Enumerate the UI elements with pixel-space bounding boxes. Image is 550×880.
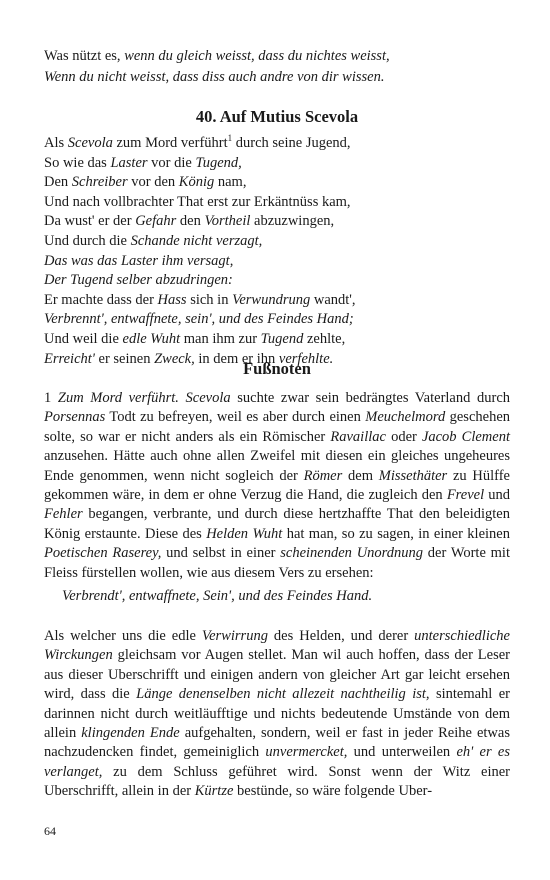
text: Und nach vollbrachter That erst zur Erkäntnüss kam,	[44, 193, 351, 210]
italic-text: Tugend,	[195, 154, 242, 171]
text: sintemahl er darinnen nicht durch weitläufftige und nichts bedeutende Umstände von dem allein	[44, 686, 510, 742]
text: wandt',	[310, 291, 356, 308]
text: und selbst in einer	[161, 545, 281, 562]
text: anzusehen. Hätte auch ohne allen Zweifel mit diesen ein gleiches ungeheures Ende genommen, wenn nicht sogleich der	[44, 448, 510, 484]
poem-line	[44, 134, 514, 154]
italic-text: König	[178, 174, 215, 191]
text: zehlte,	[303, 330, 346, 347]
italic-text: Porsennas	[44, 409, 106, 426]
text: abzuzwingen,	[250, 213, 335, 230]
text: in dem er ihn	[194, 350, 279, 367]
text: den	[176, 213, 205, 230]
text: So wie das	[44, 154, 111, 171]
poem-line	[44, 173, 514, 193]
italic-text: Laster	[110, 154, 148, 171]
italic-text: Tugend	[260, 330, 304, 347]
text: dem	[342, 467, 379, 484]
text: oder	[385, 428, 422, 445]
italic-text: Verwirrung	[201, 628, 268, 644]
text: aufgehalten, sondern, weil er fast in jeder Reihe etwas nachzudencken findet, gemeiniglich	[44, 725, 510, 761]
italic-text: Gefahr	[135, 213, 177, 230]
text: des Helden, und derer	[267, 628, 415, 644]
italic-text: Vortheil	[204, 213, 251, 230]
text: zum Mord verführt	[112, 135, 228, 151]
intro-couplet	[44, 46, 514, 88]
text: zu dem Schluss geführet wird. Sonst wenn der Witz einer Uberschrifft, allein in der	[44, 763, 510, 800]
text: begangen, verbrante, und durch diese hertzhaffte That den beleidigten König erstaunte. Diese des	[44, 506, 510, 542]
quoted-verse: Verbrendt', entwaffnete, Sein', und des Feindes Hand.	[62, 588, 373, 604]
footnote-paragraph	[44, 627, 510, 802]
poem-line	[44, 193, 514, 213]
italic-text: Verwundrung	[232, 291, 311, 308]
italic-text: Erreicht'	[44, 350, 95, 367]
italic-text: Hass	[157, 291, 187, 308]
text: Und durch die	[44, 232, 131, 249]
footnote-ref[interactable]: 1	[227, 133, 233, 144]
italic-text: Schande nicht verzagt,	[130, 232, 263, 249]
italic-text: scheinenden Unordnung	[280, 545, 424, 562]
text: sich in	[186, 291, 233, 308]
italic-text: Zweck,	[154, 350, 195, 367]
italic-text: Kürtze	[194, 783, 234, 800]
text: Da wust' er der	[44, 213, 136, 230]
text: Den	[44, 174, 72, 191]
italic-text: klingenden Ende	[81, 725, 180, 742]
italic-text: Frevel	[446, 487, 485, 504]
italic-text: Römer	[303, 467, 343, 484]
italic-text: Schreiber	[71, 174, 128, 191]
italic-text: unterschiedliche Wirckungen	[44, 628, 510, 664]
text: und unterweilen	[347, 744, 457, 761]
text: der Worte mit Fleiss fürstellen wollen, wie aus diesem Vers zu ersehen:	[44, 545, 510, 581]
italic-text: Scevola	[67, 135, 113, 151]
poem-line	[44, 232, 514, 252]
poem-line	[44, 212, 514, 232]
italic-text: Missethäter	[378, 467, 448, 484]
text: Als	[44, 135, 68, 151]
italic-text: Ravaillac	[330, 428, 386, 445]
poem	[44, 134, 514, 369]
italic-text: Wenn du nicht weisst, dass diss auch andre von dir wissen.	[44, 69, 385, 85]
italic-text: Zum Mord verführt. Scevola	[57, 390, 231, 406]
italic-text: unvermercket,	[265, 744, 348, 761]
text: suchte zwar sein bedrängtes Vaterland durch	[230, 390, 510, 406]
poem-line	[44, 310, 514, 330]
italic-text: edle Wuht	[122, 330, 181, 347]
poem-line	[44, 271, 514, 291]
italic-text: Fehler	[44, 506, 83, 523]
italic-text: Jacob Clement	[421, 428, 510, 445]
poem-line	[44, 330, 514, 350]
text: vor den	[127, 174, 179, 191]
text: bestünde, so wäre folgende Uber-	[233, 783, 433, 800]
footnote-1	[44, 389, 510, 583]
poem-line	[44, 154, 514, 174]
text: er seinen	[94, 350, 155, 367]
poem-title: 40. Auf Mutius Scevola	[195, 107, 359, 126]
italic-text: Helden Wuht	[206, 525, 283, 542]
intro-line	[44, 67, 514, 88]
italic-text: verfehlte.	[278, 350, 334, 367]
text: durch seine Jugend,	[232, 135, 351, 151]
intro-line	[44, 46, 514, 67]
text: Was nützt es,	[44, 48, 125, 64]
text: man ihm zur	[180, 330, 261, 347]
italic-text: Meuchelmord	[365, 409, 446, 426]
italic-text: wenn du gleich weisst, dass du nichtes weisst,	[124, 48, 390, 64]
text: nam,	[214, 174, 247, 191]
italic-text: Das was das Laster ihm versagt,	[44, 252, 234, 269]
text: Er machte dass der	[44, 291, 158, 308]
text: Und weil die	[44, 330, 123, 347]
italic-text: eh' er es verlanget,	[44, 744, 510, 780]
text: hat man, so zu sagen, in einer kleinen	[282, 525, 510, 542]
text: gleichsam vor Augen stellet. Man wil auch hoffen, dass der Leser aus dieser Uberschrifft und einigen andern von gleicher Art gar leicht ersehen wird, dass die	[44, 647, 510, 703]
italic-text: Poetischen Raserey,	[44, 545, 162, 562]
text: Todt zu befreyen, weil es aber durch einen	[105, 409, 366, 426]
footnotes-heading: Fußnoten	[243, 359, 311, 378]
poem-line	[44, 291, 514, 311]
footnote-paragraph	[44, 389, 510, 583]
italic-text: Länge denenselben nicht allezeit nachtheilig ist,	[136, 686, 430, 703]
footnote-continuation	[44, 627, 510, 802]
italic-text: Der Tugend selber abzudringen:	[44, 272, 233, 289]
poem-line	[44, 252, 514, 272]
text: 1	[44, 390, 58, 406]
text: geschehen solte, so war er nicht anders als ein Römischer	[44, 409, 511, 445]
text: vor die	[147, 154, 196, 171]
text: zu Hülffe gekommen wäre, in dem er ohne Verzug die Hand, die zugleich den	[44, 467, 510, 504]
text: Als welcher uns die edle	[44, 628, 202, 644]
italic-text: Verbrennt', entwaffnete, sein', und des Feindes Hand;	[44, 311, 354, 328]
text: und	[484, 487, 511, 504]
page-number: 64	[44, 824, 56, 838]
